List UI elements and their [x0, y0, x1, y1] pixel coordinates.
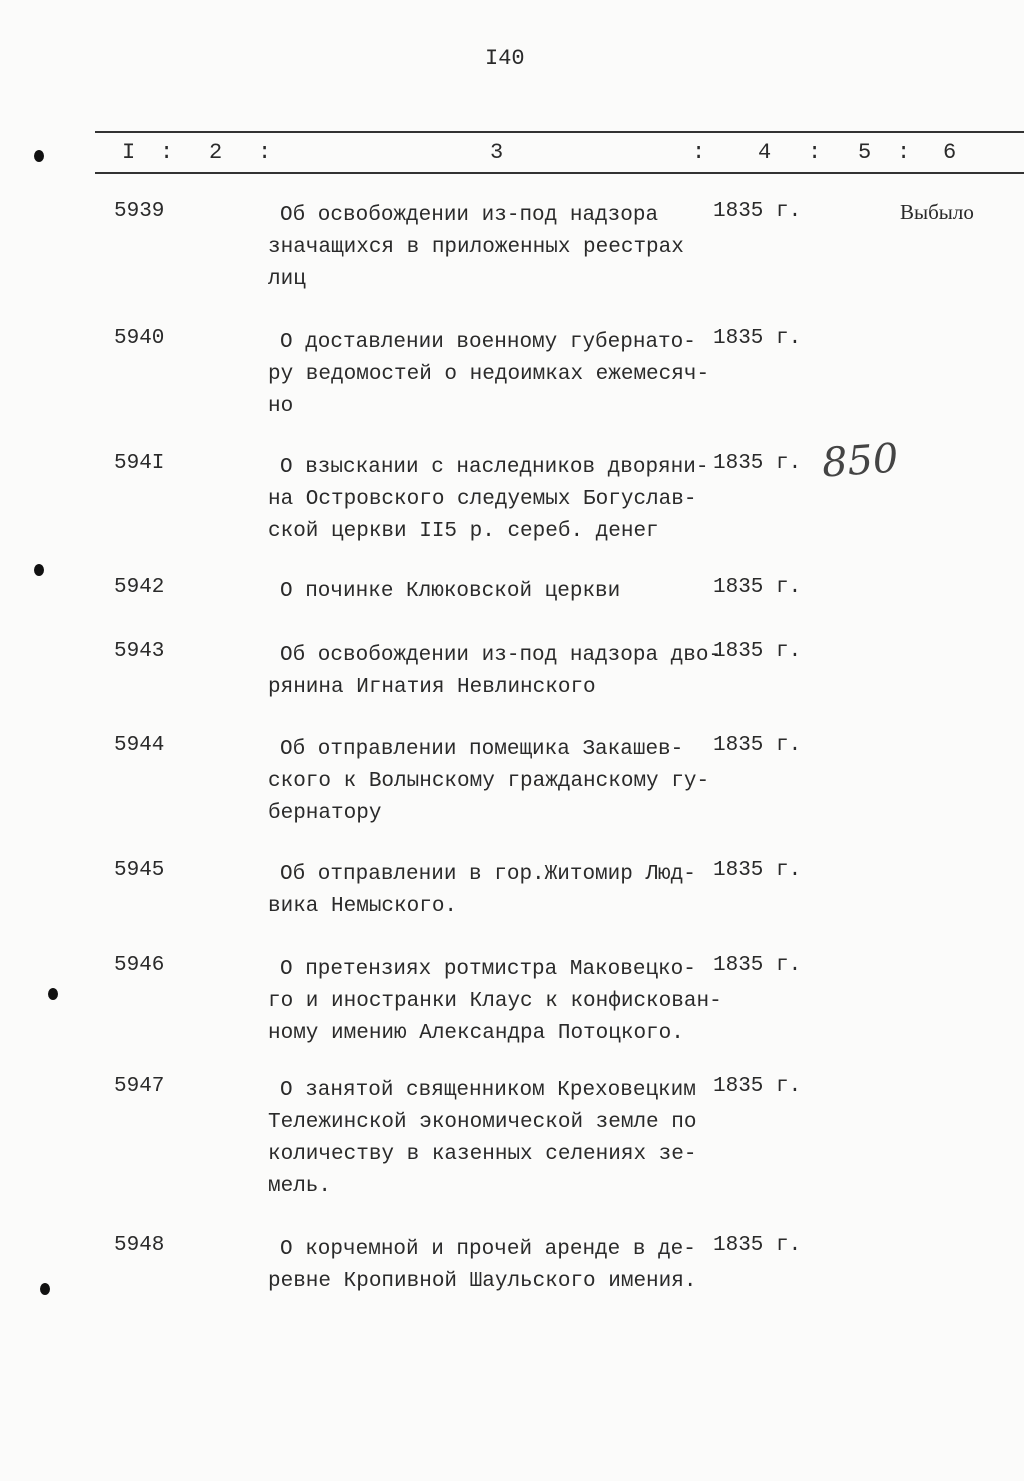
record-year: 1835 г. [713, 954, 802, 977]
record-description [268, 640, 721, 704]
description-line: но [268, 395, 294, 418]
record-number: 5947 [114, 1075, 165, 1098]
record-number: 5943 [114, 640, 165, 663]
record-description [268, 954, 722, 1050]
header-col-3: 3 [490, 140, 504, 165]
description-line: О взыскании с наследников дворяни- [280, 456, 709, 479]
header-col-6: 6 [943, 140, 957, 165]
description-line: го и иностранки Клаус к конфискован- [268, 990, 722, 1013]
description-line: О претензиях ротмистра Маковецко- [280, 958, 696, 981]
record-description [268, 452, 708, 548]
record-description [268, 859, 696, 923]
header-bottom-rule [95, 172, 1024, 174]
record-number: 5948 [114, 1234, 165, 1257]
record-number: 5944 [114, 734, 165, 757]
header-col-2: 2 [209, 140, 223, 165]
record-year: 1835 г. [713, 200, 802, 223]
description-line: бернатору [268, 802, 382, 825]
binding-hole [34, 150, 44, 162]
binding-hole [48, 988, 58, 1000]
header-sep: : [808, 140, 822, 165]
description-line: О корчемной и прочей аренде в де- [280, 1238, 696, 1261]
record-number: 594I [114, 452, 165, 475]
description-line: ской церкви II5 р. сереб. денег [268, 520, 659, 543]
description-line: вика Немыского. [268, 895, 458, 918]
description-line: ному имению Александра Потоцкого. [268, 1022, 684, 1045]
description-line: ру ведомостей о недоимках ежемесяч- [268, 363, 710, 386]
description-line: О починке Клюковской церкви [280, 580, 621, 603]
record-year: 1835 г. [713, 576, 802, 599]
description-line: Об отправлении в гор.Житомир Люд- [280, 863, 696, 886]
description-line: мель. [268, 1175, 332, 1198]
description-line: О занятой священником Креховецким [280, 1079, 696, 1102]
binding-hole [40, 1283, 50, 1295]
record-number: 5939 [114, 200, 165, 223]
record-description [268, 200, 684, 296]
header-col-4: 4 [758, 140, 772, 165]
record-year: 1835 г. [713, 327, 802, 350]
record-year: 1835 г. [713, 859, 802, 882]
header-top-rule [95, 131, 1024, 133]
record-number: 5942 [114, 576, 165, 599]
description-line: Об освобождении из-под надзора дво- [280, 644, 722, 667]
description-line: Тележинской экономической земле по [268, 1111, 697, 1134]
record-year: 1835 г. [713, 452, 802, 475]
record-note: Выбыло [900, 200, 974, 224]
description-line: количеству в казенных селениях зе- [268, 1143, 697, 1166]
description-line: на Островского следуемых Богуслав- [268, 488, 697, 511]
record-number: 5945 [114, 859, 165, 882]
header-sep: : [897, 140, 911, 165]
description-line: рянина Игнатия Невлинского [268, 676, 596, 699]
record-year: 1835 г. [713, 1075, 802, 1098]
description-line: Об отправлении помещика Закашев- [280, 738, 684, 761]
record-year: 1835 г. [713, 640, 802, 663]
page-number: I40 [485, 46, 525, 71]
description-line: лиц [268, 268, 306, 291]
header-col-5: 5 [858, 140, 872, 165]
description-line: Об освобождении из-под надзора [280, 204, 659, 227]
record-number: 5946 [114, 954, 165, 977]
binding-hole [34, 564, 44, 576]
record-description [268, 1234, 696, 1298]
record-description [268, 327, 709, 423]
record-description [268, 734, 709, 830]
header-sep: : [258, 140, 272, 165]
description-line: ревне Кропивной Шаульского имения. [268, 1270, 697, 1293]
record-description [268, 1075, 696, 1203]
record-year: 1835 г. [713, 1234, 802, 1257]
header-col-1: I [122, 140, 136, 165]
description-line: значащихся в приложенных реестрах [268, 236, 684, 259]
record-year: 1835 г. [713, 734, 802, 757]
description-line: ского к Волынскому гражданскому гу- [268, 770, 710, 793]
description-line: О доставлении военному губернато- [280, 331, 696, 354]
record-description [268, 576, 620, 608]
handwritten-note: 850 [820, 435, 900, 487]
header-sep: : [692, 140, 706, 165]
header-sep: : [160, 140, 174, 165]
record-number: 5940 [114, 327, 165, 350]
